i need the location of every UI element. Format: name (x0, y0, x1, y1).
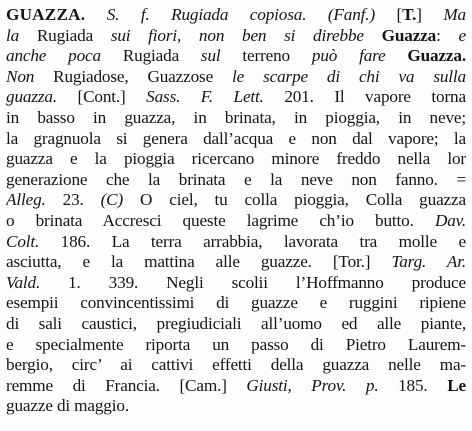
plain-text: remme di Francia. [Cam.] (6, 375, 247, 395)
plain-text: esempii convincentissimi di guazze e ruggini ripiene (6, 293, 466, 313)
text-line (6, 149, 466, 170)
text-line (6, 46, 466, 67)
plain-text: ] (416, 5, 444, 24)
plain-text: O ciel, tu colla pioggia, Colla guazza (123, 190, 466, 210)
plain-text (364, 26, 382, 45)
text-line (6, 211, 466, 232)
plain-text: Rugiada (19, 25, 111, 45)
italic-text: sul (200, 46, 221, 66)
plain-text: generazione che la brinata e la neve non fanno. = (6, 169, 466, 189)
italic-text: Targ. Ar. (391, 252, 466, 272)
italic-text: S. f. Rugiada copiosa. (106, 5, 307, 24)
plain-text: terreno (220, 46, 312, 66)
text-line (6, 190, 466, 211)
italic-text: Dav. (434, 210, 466, 230)
text-line (6, 314, 466, 335)
italic-text: e (458, 25, 466, 45)
italic-text: sui fiori, non ben si direbbe (110, 25, 364, 45)
plain-text: 185. (378, 375, 448, 395)
plain-text: asciutta, e la mattina alle guazze. [Tor.] (6, 252, 392, 272)
plain-text: [Cont.] (57, 87, 147, 107)
text-line (6, 273, 466, 294)
plain-text: 1. 339. Negli scolii l’Hoffmanno produce (40, 272, 466, 292)
plain-text: guazza e la pioggia ricercano minore freddo nella lor (6, 149, 466, 169)
italic-text: Colt. (6, 231, 40, 251)
plain-text: Rugiadose, Guazzose (34, 66, 233, 86)
text-line (6, 335, 466, 356)
bold-text: T. (402, 5, 417, 24)
text-line (6, 293, 466, 314)
plain-text: la gragnuola si genera dall’acqua e non dal vapore; la (6, 128, 466, 148)
plain-text: guazze di maggio. (6, 396, 129, 416)
bold-text: Guazza (381, 25, 437, 45)
text-line (6, 376, 466, 397)
bold-text: Le (447, 375, 466, 395)
headword: GUAZZA. (6, 5, 86, 24)
italic-text: Giusti, Prov. p. (246, 375, 379, 395)
italic-text: anche poca (6, 46, 101, 66)
plain-text: bergio, circ’ ai cattivi effetti della guazza nelle ma- (6, 355, 466, 375)
plain-text: 23. (45, 190, 101, 210)
plain-text: di sali caustici, pregiudiciali all’uomo ed alle piante, (6, 313, 466, 333)
text-line (6, 252, 466, 273)
text-line (6, 26, 466, 47)
text-line (6, 67, 466, 88)
italic-text: Sass. F. Lett. (146, 87, 264, 107)
dictionary-entry-guazza (6, 5, 466, 417)
text-line (6, 232, 466, 253)
plain-text: e specialmente riporta un passo di Pietro Laurem- (6, 334, 466, 354)
bold-text: Guazza. (407, 46, 466, 66)
plain-text (306, 5, 328, 24)
text-line (6, 108, 466, 129)
text-line (6, 396, 466, 417)
italic-text: (Fanf.) (327, 5, 376, 24)
italic-text: le scarpe di chi va sulla (232, 66, 466, 86)
plain-text: [ (375, 5, 403, 24)
plain-text: o brinata Accresci queste lagrime ch’io butto. (6, 210, 435, 230)
text-line (6, 5, 466, 26)
italic-text: (C) (100, 190, 124, 210)
italic-text: Alleg. (6, 190, 46, 210)
italic-text: Vald. (6, 272, 41, 292)
plain-text: 186. La terra arrabbia, lavorata tra molle e (39, 231, 466, 251)
italic-text: può fare (311, 46, 386, 66)
italic-text: guazza. (6, 87, 57, 107)
text-line (6, 355, 466, 376)
plain-text: in basso in guazza, in brinata, in pioggia, in neve; (6, 107, 466, 127)
plain-text: : (436, 25, 459, 45)
italic-text: Non (6, 66, 35, 86)
plain-text (85, 5, 107, 24)
text-line (6, 170, 466, 191)
plain-text: 201. Il vapore torna (263, 87, 466, 107)
plain-text: Rugiada (100, 46, 201, 66)
text-line (6, 129, 466, 150)
italic-text: la (6, 25, 20, 45)
italic-text: Ma (443, 5, 466, 24)
text-line (6, 87, 466, 108)
plain-text (386, 46, 408, 65)
